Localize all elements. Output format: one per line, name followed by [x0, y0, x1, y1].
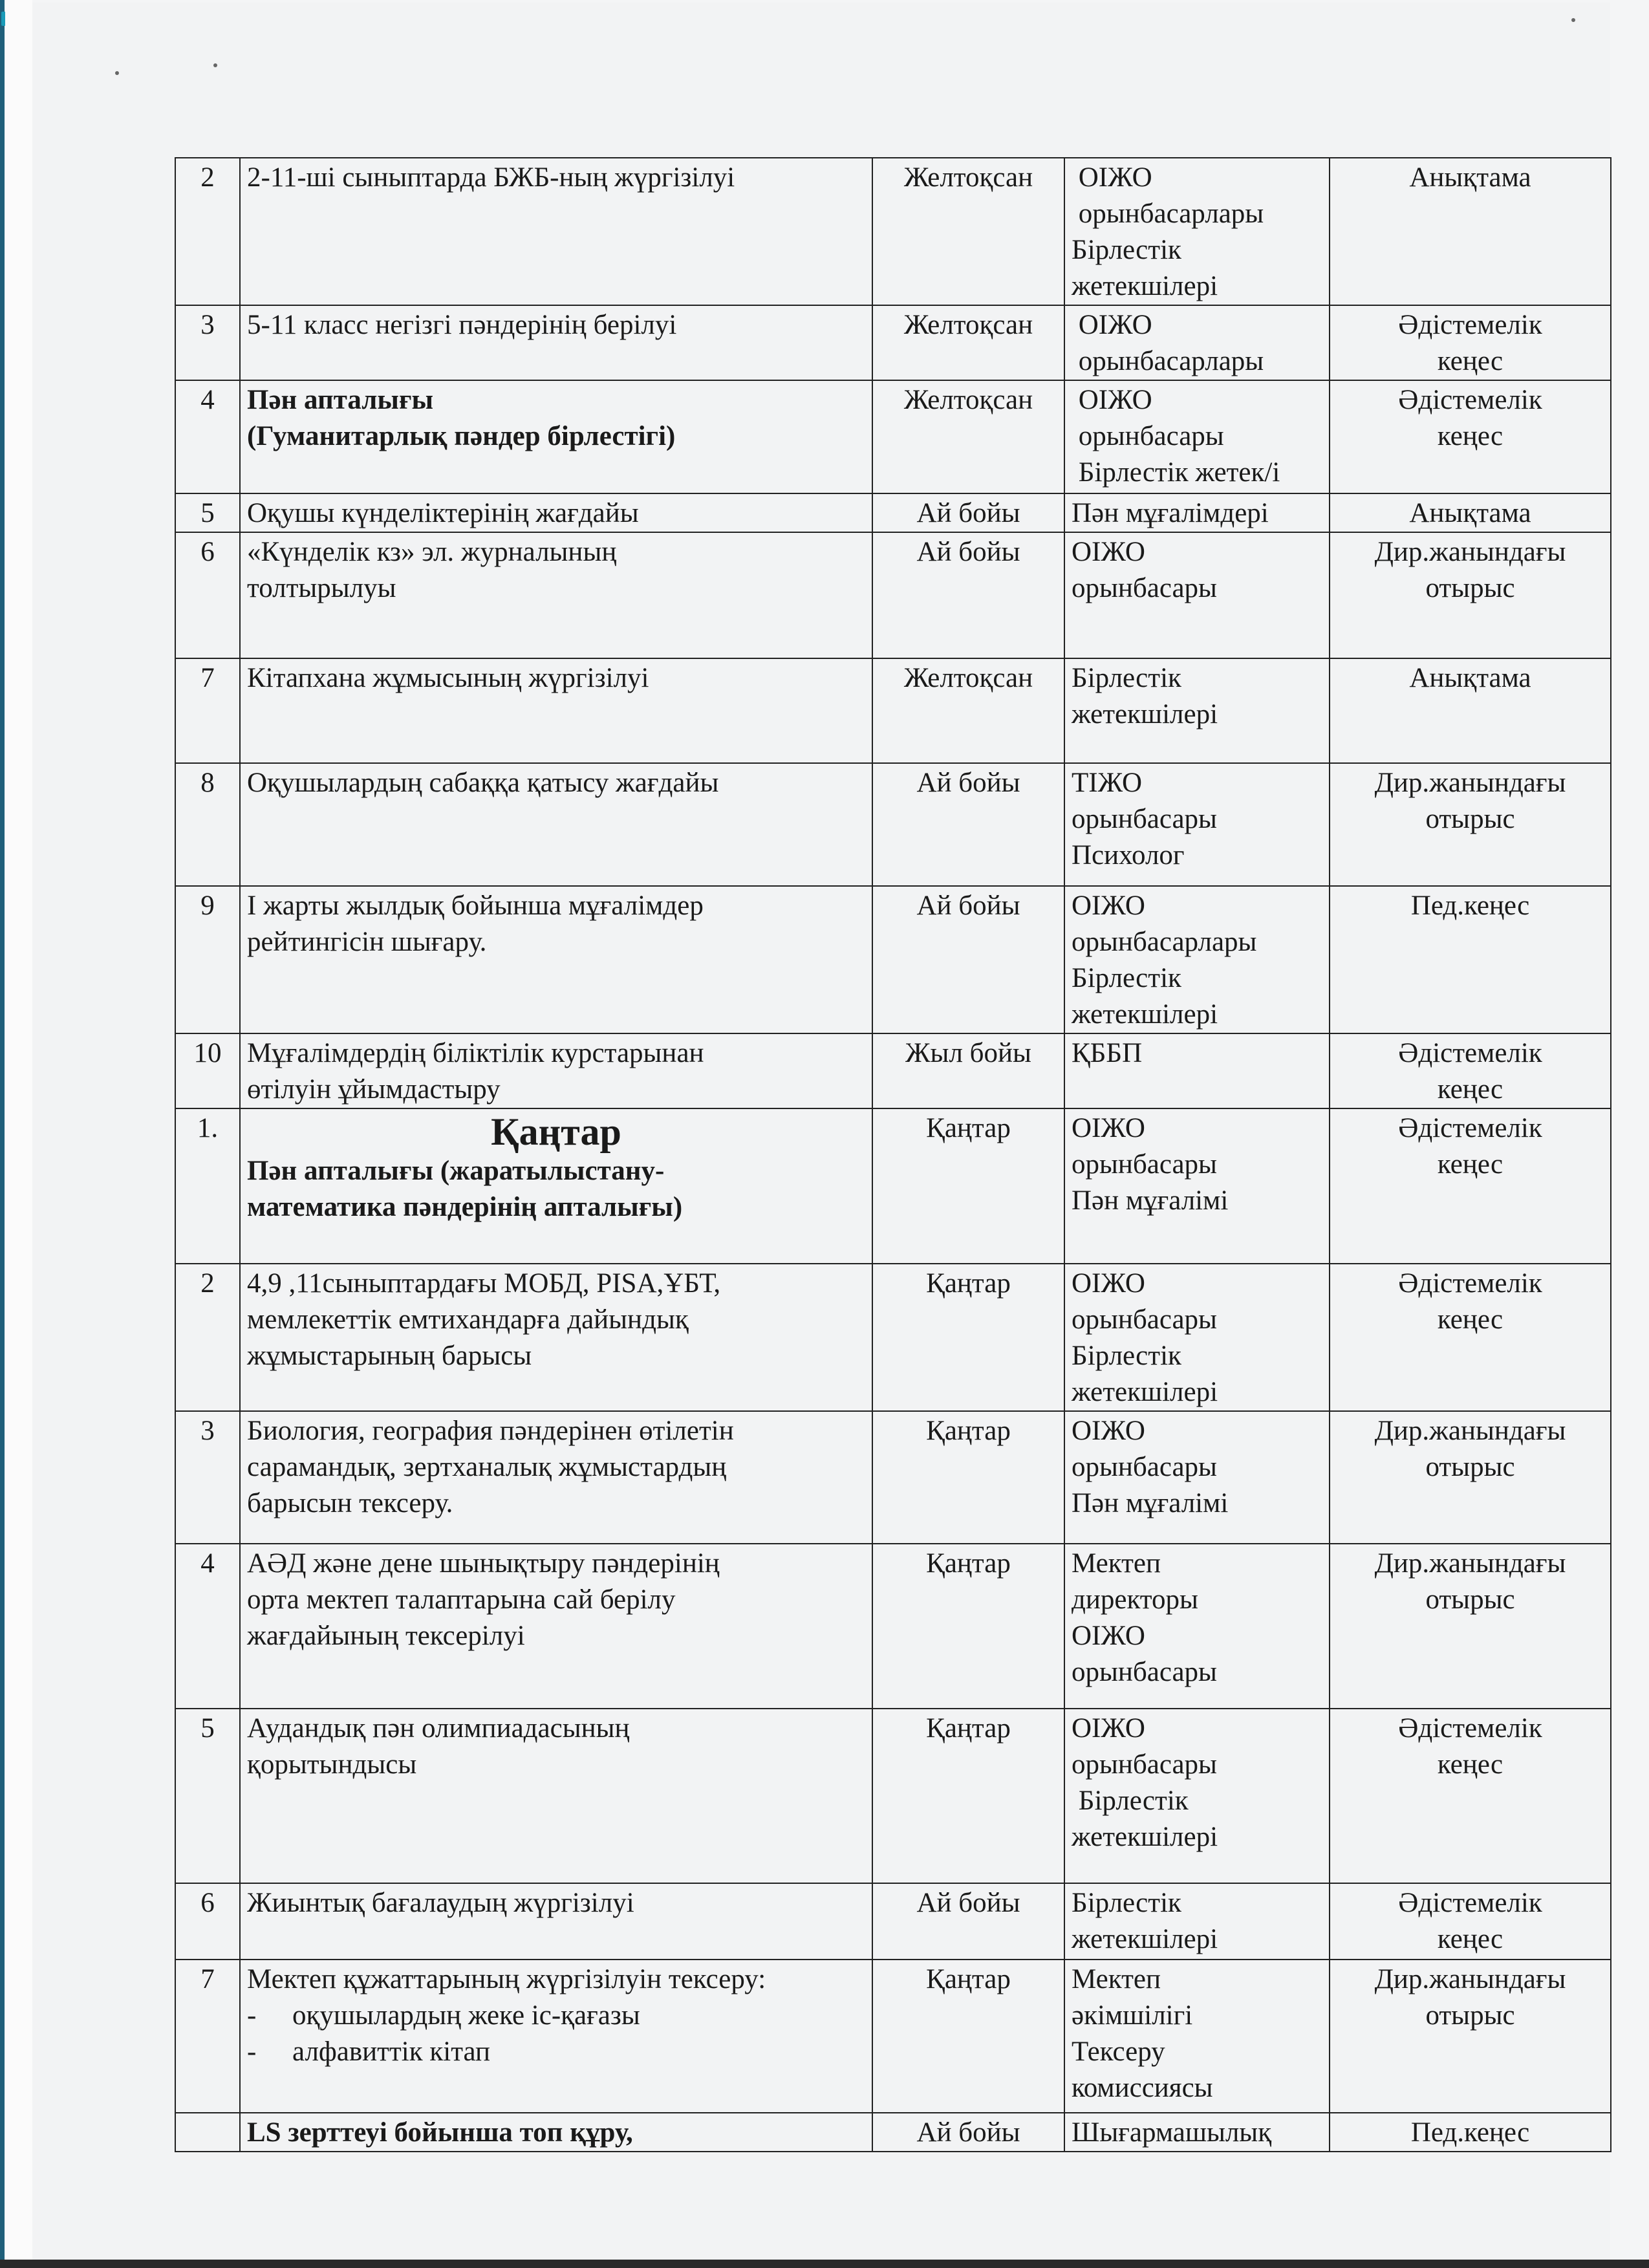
event-description	[240, 493, 872, 532]
outcome	[1330, 1960, 1611, 2113]
description-line: Биология, география пәндерінен өтілетін	[247, 1416, 734, 1446]
table-row	[175, 1033, 1611, 1108]
outcome	[1330, 493, 1611, 532]
responsible-person	[1064, 305, 1330, 380]
table-row	[175, 1883, 1611, 1960]
responsible-line: Бірлестік	[1072, 235, 1181, 265]
description-line: рейтингісін шығару.	[247, 927, 487, 957]
responsible-line: Пән мұғалімі	[1072, 1185, 1229, 1216]
outcome-line: Анықтама	[1409, 663, 1531, 693]
responsible-person	[1064, 763, 1330, 886]
responsible-person	[1064, 1108, 1330, 1264]
row-number: 10	[175, 1033, 240, 1108]
outcome-line: кеңес	[1437, 1924, 1503, 1954]
description-line: Оқушы күнделіктерінің жағдайы	[247, 498, 639, 528]
outcome-line: кеңес	[1437, 1304, 1503, 1335]
responsible-line: жетекшілері	[1072, 699, 1218, 729]
responsible-person	[1064, 1033, 1330, 1108]
scan-speck	[115, 71, 119, 75]
description-line: 2-11-ші сыныптарда БЖБ-ның жүргізілуі	[247, 162, 735, 193]
outcome-line: отырыс	[1425, 573, 1515, 603]
responsible-line: ОІЖО	[1072, 1416, 1145, 1446]
responsible-line: Мектеп	[1072, 1964, 1161, 1994]
outcome-line: отырыс	[1425, 2000, 1515, 2031]
outcome	[1330, 380, 1611, 493]
description-line: (Гуманитарлық пәндер бірлестігі)	[247, 421, 676, 451]
description-line: Аудандық пән олимпиадасының	[247, 1713, 630, 1744]
outcome-line: Дир.жанындағы	[1374, 537, 1566, 567]
event-description	[240, 158, 872, 305]
bullet-dash: -	[247, 2036, 257, 2067]
table-row	[175, 1960, 1611, 2113]
outcome	[1330, 1709, 1611, 1883]
row-number: 7	[175, 658, 240, 763]
event-period: Қаңтар	[872, 1411, 1064, 1544]
table-row	[175, 886, 1611, 1033]
event-period: Қаңтар	[872, 1960, 1064, 2113]
responsible-line: Бірлестік	[1072, 1786, 1189, 1816]
row-number: 1.	[175, 1108, 240, 1264]
responsible-line: Шығармашылық	[1072, 2117, 1272, 2148]
paper-margin	[5, 0, 32, 2268]
event-period: Қаңтар	[872, 1544, 1064, 1709]
outcome-line: Әдістемелік	[1398, 1038, 1542, 1068]
event-period: Ай бойы	[872, 2113, 1064, 2152]
outcome-line: отырыс	[1425, 1584, 1515, 1615]
responsible-person	[1064, 158, 1330, 305]
responsible-line: ОІЖО	[1072, 537, 1145, 567]
scan-speck	[1571, 18, 1575, 22]
responsible-line: ОІЖО	[1072, 162, 1152, 193]
description-line: мемлекеттік емтихандарға дайындық	[247, 1304, 689, 1335]
outcome-line: Дир.жанындағы	[1374, 1416, 1566, 1446]
outcome	[1330, 2113, 1611, 2152]
event-period: Желтоқсан	[872, 380, 1064, 493]
responsible-line: ОІЖО	[1072, 1268, 1145, 1299]
event-description	[240, 305, 872, 380]
description-line: Пән апталығы (жаратылыстану-	[247, 1156, 665, 1186]
event-description	[240, 658, 872, 763]
event-period: Желтоқсан	[872, 658, 1064, 763]
event-period: Ай бойы	[872, 1883, 1064, 1960]
responsible-line: әкімшілігі	[1072, 2000, 1193, 2031]
table-row	[175, 158, 1611, 305]
event-period: Желтоқсан	[872, 158, 1064, 305]
description-line: жұмыстарының барысы	[247, 1341, 532, 1371]
responsible-line: орынбасары	[1072, 573, 1217, 603]
responsible-line: Бірлестік	[1072, 663, 1181, 693]
outcome-line: Әдістемелік	[1398, 1268, 1542, 1299]
event-period: Желтоқсан	[872, 305, 1064, 380]
scanner-bottom-edge	[0, 2260, 1649, 2268]
responsible-person	[1064, 1544, 1330, 1709]
event-period: Ай бойы	[872, 763, 1064, 886]
description-line: І жарты жылдық бойынша мұғалімдер	[247, 891, 704, 921]
responsible-line: жетекшілері	[1072, 271, 1218, 301]
responsible-line: Бірлестік	[1072, 1341, 1181, 1371]
row-number: 2	[175, 1264, 240, 1411]
month-heading: Қаңтар	[491, 1110, 621, 1153]
outcome-line: Әдістемелік	[1398, 1113, 1542, 1143]
responsible-line: орынбасары	[1072, 1304, 1217, 1335]
responsible-line: ОІЖО	[1072, 1113, 1145, 1143]
row-number: 3	[175, 305, 240, 380]
row-number: 6	[175, 1883, 240, 1960]
outcome	[1330, 1411, 1611, 1544]
responsible-line: орынбасары	[1072, 1657, 1217, 1687]
outcome	[1330, 1108, 1611, 1264]
responsible-line: жетекшілері	[1072, 1377, 1218, 1407]
outcome	[1330, 1033, 1611, 1108]
event-description	[240, 763, 872, 886]
row-number: 9	[175, 886, 240, 1033]
outcome-line: Әдістемелік	[1398, 1888, 1542, 1918]
responsible-line: орынбасары	[1072, 421, 1224, 451]
event-period: Ай бойы	[872, 532, 1064, 658]
event-description	[240, 886, 872, 1033]
responsible-line: жетекшілері	[1072, 1822, 1218, 1852]
outcome-line: Әдістемелік	[1398, 385, 1542, 415]
scan-speck	[213, 63, 217, 67]
responsible-line: директоры	[1072, 1584, 1198, 1615]
description-line: орта мектеп талаптарына сай берілу	[247, 1584, 676, 1615]
table-row	[175, 532, 1611, 658]
event-description	[240, 1544, 872, 1709]
outcome	[1330, 1264, 1611, 1411]
responsible-line: Бірлестік жетек/і	[1072, 457, 1280, 488]
bullet-item	[247, 2034, 865, 2070]
event-period: Қаңтар	[872, 1264, 1064, 1411]
outcome	[1330, 763, 1611, 886]
event-description	[240, 1709, 872, 1883]
outcome	[1330, 532, 1611, 658]
responsible-line: Пән мұғалімдері	[1072, 498, 1269, 528]
description-line: қорытындысы	[247, 1749, 417, 1780]
description-line: сарамандық, зертханалық жұмыстардың	[247, 1452, 727, 1482]
work-plan-body	[175, 158, 1611, 2152]
table-row	[175, 1411, 1611, 1544]
row-number: 4	[175, 380, 240, 493]
outcome-line: отырыс	[1425, 804, 1515, 834]
event-period: Жыл бойы	[872, 1033, 1064, 1108]
responsible-line: ОІЖО	[1072, 891, 1145, 921]
outcome-line: кеңес	[1437, 1074, 1503, 1105]
responsible-line: Тексеру	[1072, 2036, 1165, 2067]
responsible-person	[1064, 1960, 1330, 2113]
description-line: Пән апталығы	[247, 385, 434, 415]
outcome-line: Әдістемелік	[1398, 1713, 1542, 1744]
event-period: Ай бойы	[872, 886, 1064, 1033]
outcome	[1330, 886, 1611, 1033]
responsible-line: ОІЖО	[1072, 1713, 1145, 1744]
scanner-edge	[0, 0, 5, 2268]
responsible-line: ОІЖО	[1072, 310, 1152, 340]
event-description	[240, 1960, 872, 2113]
responsible-line: Психолог	[1072, 840, 1185, 870]
event-description	[240, 532, 872, 658]
description-line: Мектеп құжаттарының жүргізілуін тексеру:	[247, 1964, 766, 1994]
table-row	[175, 305, 1611, 380]
responsible-person	[1064, 1264, 1330, 1411]
description-line: 4,9 ,11сыныптардағы МОБД, PISA,ҰБТ,	[247, 1268, 721, 1299]
responsible-line: жетекшілері	[1072, 999, 1218, 1030]
bullet-text: оқушылардың жеке іс-қағазы	[292, 2000, 640, 2031]
event-description	[240, 2113, 872, 2152]
description-line: АӘД және дене шынықтыру пәндерінің	[247, 1548, 720, 1579]
responsible-line: Бірлестік	[1072, 963, 1181, 993]
description-line: барысын тексеру.	[247, 1488, 453, 1518]
outcome	[1330, 1544, 1611, 1709]
responsible-line: ОІЖО	[1072, 1621, 1145, 1651]
responsible-line: ҚББП	[1072, 1038, 1143, 1068]
row-number: 5	[175, 1709, 240, 1883]
responsible-line: орынбасарлары	[1072, 927, 1257, 957]
outcome-line: Пед.кеңес	[1410, 891, 1530, 921]
responsible-line: ОІЖО	[1072, 385, 1152, 415]
table-row	[175, 1544, 1611, 1709]
bullet-item	[247, 1998, 865, 2034]
description-line: Мұғалімдердің біліктілік курстарынан	[247, 1038, 704, 1068]
responsible-line: орынбасары	[1072, 1452, 1217, 1482]
description-line: өтілуін ұйымдастыру	[247, 1074, 501, 1105]
outcome-line: Әдістемелік	[1398, 310, 1542, 340]
event-description	[240, 1108, 872, 1264]
event-period: Қаңтар	[872, 1108, 1064, 1264]
table-row	[175, 2113, 1611, 2152]
responsible-person	[1064, 1883, 1330, 1960]
row-number: 5	[175, 493, 240, 532]
outcome-line: Анықтама	[1409, 498, 1531, 528]
outcome-line: Дир.жанындағы	[1374, 768, 1566, 798]
responsible-line: Бірлестік	[1072, 1888, 1181, 1918]
table-row	[175, 763, 1611, 886]
outcome-line: Дир.жанындағы	[1374, 1964, 1566, 1994]
event-description	[240, 1033, 872, 1108]
outcome-line: отырыс	[1425, 1452, 1515, 1482]
row-number: 2	[175, 158, 240, 305]
responsible-line: орынбасарлары	[1072, 346, 1264, 376]
responsible-line: орынбасары	[1072, 1749, 1217, 1780]
outcome-line: Пед.кеңес	[1410, 2117, 1530, 2148]
description-line: Жиынтық бағалаудың жүргізілуі	[247, 1888, 634, 1918]
outcome	[1330, 305, 1611, 380]
table-row	[175, 1709, 1611, 1883]
description-line: 5-11 класс негізгі пәндерінің берілуі	[247, 310, 677, 340]
outcome-line: Анықтама	[1409, 162, 1531, 193]
description-line: «Күнделік кз» эл. журналының	[247, 537, 617, 567]
responsible-line: комиссиясы	[1072, 2073, 1213, 2103]
table-row	[175, 493, 1611, 532]
row-number: 4	[175, 1544, 240, 1709]
responsible-line: орынбасары	[1072, 1149, 1217, 1180]
responsible-person	[1064, 380, 1330, 493]
responsible-person	[1064, 886, 1330, 1033]
event-description	[240, 1883, 872, 1960]
event-period: Қаңтар	[872, 1709, 1064, 1883]
bullet-text: алфавиттік кітап	[292, 2036, 491, 2067]
responsible-line: Мектеп	[1072, 1548, 1161, 1579]
description-line: математика пәндерінің апталығы)	[247, 1192, 683, 1222]
event-description	[240, 1264, 872, 1411]
responsible-line: ТІЖО	[1072, 768, 1143, 798]
table-row	[175, 658, 1611, 763]
responsible-person	[1064, 658, 1330, 763]
table-row	[175, 380, 1611, 493]
event-period: Ай бойы	[872, 493, 1064, 532]
work-plan-table	[175, 157, 1611, 2152]
outcome	[1330, 658, 1611, 763]
outcome-line: кеңес	[1437, 1749, 1503, 1780]
row-number: 8	[175, 763, 240, 886]
row-number: 7	[175, 1960, 240, 2113]
responsible-line: орынбасарлары	[1072, 199, 1264, 229]
table-row	[175, 1108, 1611, 1264]
responsible-person	[1064, 532, 1330, 658]
outcome	[1330, 1883, 1611, 1960]
responsible-line: жетекшілері	[1072, 1924, 1218, 1954]
bullet-dash: -	[247, 2000, 257, 2031]
responsible-person	[1064, 1411, 1330, 1544]
responsible-person	[1064, 2113, 1330, 2152]
outcome	[1330, 158, 1611, 305]
responsible-line: Пән мұғалімі	[1072, 1488, 1229, 1518]
row-number: 3	[175, 1411, 240, 1544]
responsible-line: орынбасары	[1072, 804, 1217, 834]
outcome-line: кеңес	[1437, 1149, 1503, 1180]
description-line: толтырылуы	[247, 573, 396, 603]
outcome-line: кеңес	[1437, 421, 1503, 451]
row-number	[175, 2113, 240, 2152]
description-line: жағдайының тексерілуі	[247, 1621, 525, 1651]
outcome-line: кеңес	[1437, 346, 1503, 376]
outcome-line: Дир.жанындағы	[1374, 1548, 1566, 1579]
responsible-person	[1064, 1709, 1330, 1883]
description-line: Кітапхана жұмысының жүргізілуі	[247, 663, 649, 693]
row-number: 6	[175, 532, 240, 658]
table-row	[175, 1264, 1611, 1411]
description-line: LS зерттеуі бойынша топ құру,	[247, 2117, 633, 2148]
event-description	[240, 1411, 872, 1544]
event-description	[240, 380, 872, 493]
responsible-person	[1064, 493, 1330, 532]
description-line: Оқушылардың сабаққа қатысу жағдайы	[247, 768, 719, 798]
